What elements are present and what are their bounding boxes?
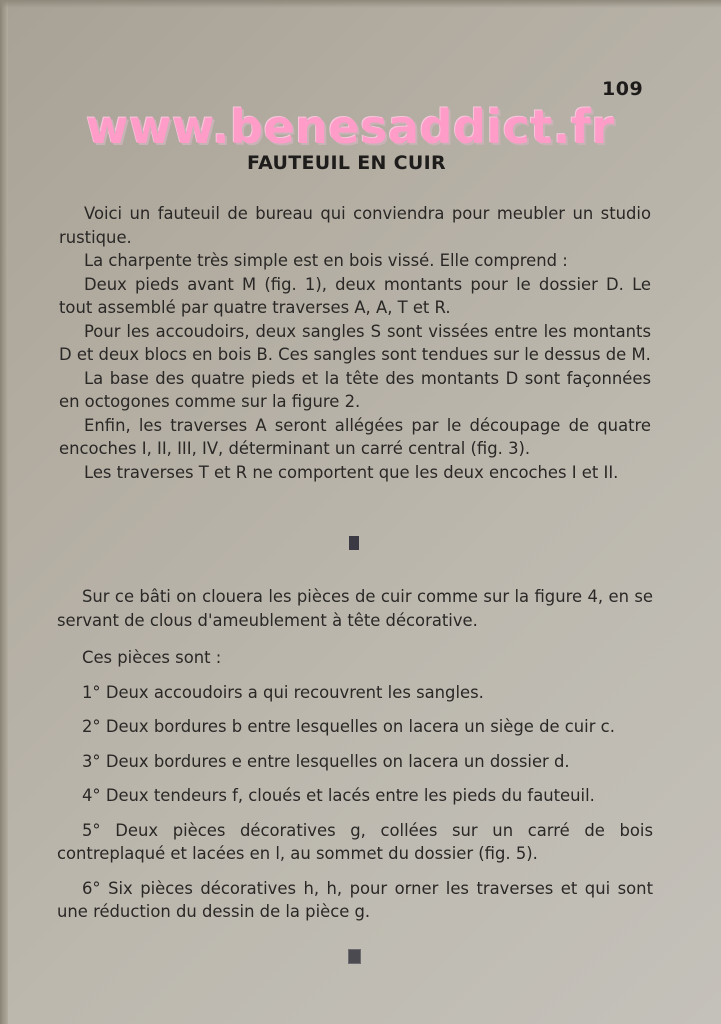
page-top-shadow — [0, 0, 721, 8]
folio-mark — [348, 949, 361, 964]
leather-pieces-section — [57, 585, 653, 935]
section-divider-ornament — [349, 536, 359, 550]
paragraph: Deux pieds avant M (fig. 1), deux montants pour le dossier D. Le tout assemblé par quatre traverses A, A, T et R. — [59, 274, 651, 317]
watermark-url: www.benesaddict.fr — [86, 100, 615, 154]
list-item: 6° Six pièces décoratives h, h, pour orner les traverses et qui sont une réduction du dessin de la pièce g. — [57, 878, 653, 921]
paragraph: La charpente très simple est en bois vissé. Elle comprend : — [84, 251, 568, 270]
construction-section — [59, 202, 651, 484]
list-item: 3° Deux bordures e entre lesquelles on lacera un dossier d. — [82, 751, 570, 771]
paragraph: La base des quatre pieds et la tête des montants D sont façonnées en octogones comme sur la figure 2. — [59, 368, 651, 411]
list-item: 5° Deux pièces décoratives g, collées sur un carré de bois contreplaqué et lacées en l, au sommet du dossier (fig. 5). — [57, 820, 653, 863]
paragraph: Pour les accoudoirs, deux sangles S sont vissées entre les montants D et deux blocs en bois B. Ces sangles sont tendues sur le dessus de M. — [59, 321, 651, 364]
paragraph: Les traverses T et R ne comportent que les deux encoches I et II. — [84, 462, 619, 482]
paragraph: Sur ce bâti on clouera les pièces de cuir comme sur la figure 4, en se servant de clous d'ameublement à tête décorative. — [57, 587, 653, 630]
pieces-heading: Ces pièces sont : — [82, 648, 222, 667]
page-title: FAUTEUIL EN CUIR — [247, 152, 446, 174]
list-item: 1° Deux accoudoirs a qui recouvrent les sangles. — [82, 682, 484, 702]
list-item: 2° Deux bordures b entre lesquelles on lacera un siège de cuir c. — [82, 717, 615, 736]
paragraph: Enfin, les traverses A seront allégées par le découpage de quatre encoches I, II, III, IV, déterminant un carré central (fig. 3). — [59, 415, 651, 458]
paragraph: Voici un fauteuil de bureau qui conviendra pour meubler un studio rustique. — [59, 204, 651, 247]
page-number: 109 — [602, 78, 644, 100]
page-binding-edge — [0, 0, 8, 1024]
list-item: 4° Deux tendeurs f, cloués et lacés entre les pieds du fauteuil. — [82, 786, 595, 805]
